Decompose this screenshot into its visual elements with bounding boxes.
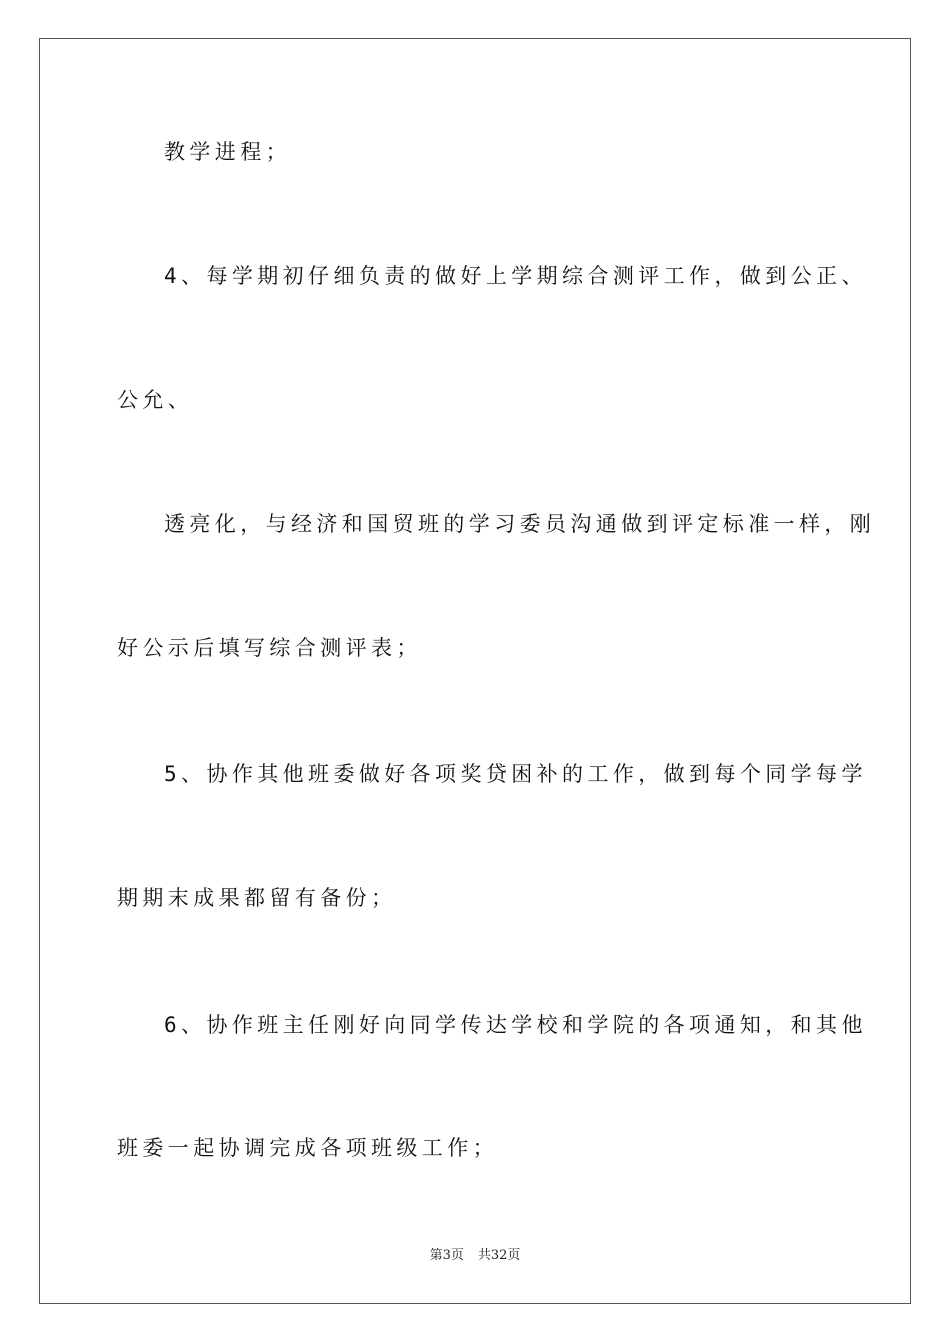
text-line: 班委一起协调完成各项班级工作； xyxy=(117,1136,498,1160)
text-line: 5、协作其他班委做好各项奖贷困补的工作，做到每个同学每学 xyxy=(164,762,867,786)
text-line: 4、每学期初仔细负责的做好上学期综合测评工作，做到公正、 xyxy=(164,264,867,288)
text-line: 期期末成果都留有备份； xyxy=(117,886,397,910)
page-total: 共32页 xyxy=(477,1248,521,1263)
text-line: 6、协作班主任刚好向同学传达学校和学院的各项通知，和其他 xyxy=(164,1013,867,1037)
text-line: 公允、 xyxy=(117,388,194,412)
page-footer xyxy=(0,1247,950,1265)
text-line: 教学进程； xyxy=(164,140,291,164)
text-line: 好公示后填写综合测评表； xyxy=(117,636,422,660)
page-frame xyxy=(39,38,911,1304)
text-line: 透亮化，与经济和国贸班的学习委员沟通做到评定标准一样，刚 xyxy=(164,512,876,536)
page-number: 第3页 xyxy=(429,1248,464,1263)
